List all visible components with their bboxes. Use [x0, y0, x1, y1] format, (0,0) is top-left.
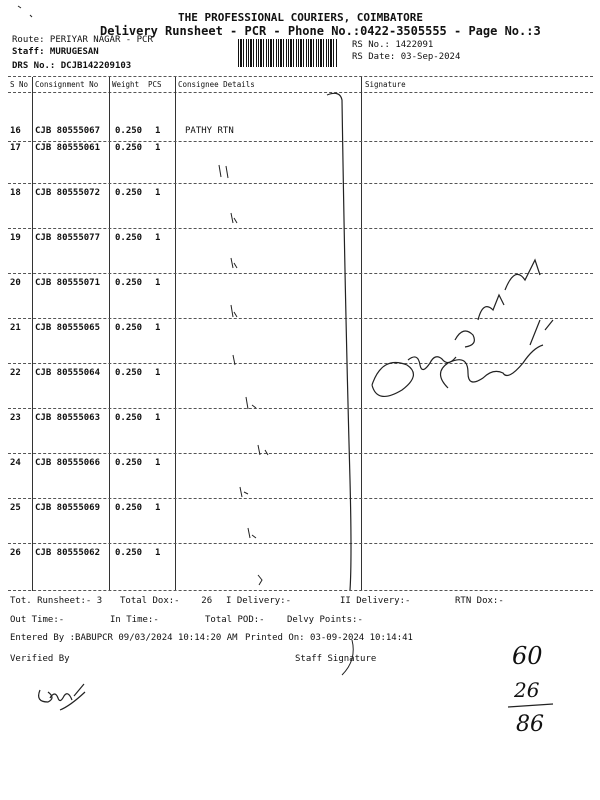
row-weight: 0.250	[115, 548, 143, 558]
row-weight: 0.250	[115, 278, 143, 288]
ditto-mark	[240, 487, 248, 497]
row-pcs: 1	[155, 503, 161, 513]
total-pod: Total POD:-	[205, 615, 265, 625]
row-consignment: CJB 80555071	[35, 278, 101, 288]
ditto-mark	[258, 575, 262, 585]
handwritten-bracket-line	[327, 93, 351, 590]
handwritten-signature	[441, 320, 554, 388]
row-pcs: 1	[155, 413, 161, 423]
row-pcs: 1	[155, 188, 161, 198]
handwritten-tally-top: 60	[512, 642, 543, 670]
row-weight: 0.250	[115, 126, 143, 136]
row-consignment: CJB 80555063	[35, 413, 101, 423]
out-time: Out Time:-	[10, 615, 65, 625]
row-consignment: CJB 80555066	[35, 458, 101, 468]
row-pcs: 1	[155, 278, 161, 288]
row-pcs: 1	[155, 233, 161, 243]
col-header-consignment: Consignment No	[35, 80, 99, 89]
rtn-dox: RTN Dox:-	[455, 596, 504, 606]
row-weight: 0.250	[115, 323, 143, 333]
handwritten-signature	[372, 260, 540, 396]
ditto-mark	[231, 258, 237, 268]
staff-signature-label: Staff Signature	[295, 654, 377, 664]
row-sno: 26	[10, 548, 21, 558]
corner-mark	[18, 6, 32, 17]
row-consignment: CJB 80555065	[35, 323, 101, 333]
delivery-points: Delvy Points:-	[287, 615, 363, 625]
handwritten-tally-bottom: 86	[516, 712, 544, 737]
row-weight: 0.250	[115, 143, 143, 153]
row-consignment: CJB 80555072	[35, 188, 101, 198]
col-header-sno: S No	[10, 80, 29, 89]
in-time: In Time:-	[110, 615, 159, 625]
col-header-signature: Signature	[365, 80, 406, 89]
route-label: Route: PERIYAR NAGAR - PCR	[12, 35, 153, 45]
row-consignment: CJB 80555069	[35, 503, 101, 513]
ditto-mark	[231, 213, 237, 223]
ditto-mark	[248, 528, 256, 538]
row-pcs: 1	[155, 143, 161, 153]
row-weight: 0.250	[115, 368, 143, 378]
row-consignment: CJB 80555077	[35, 233, 101, 243]
row-weight: 0.250	[115, 503, 143, 513]
row-sno: 23	[10, 413, 21, 423]
total-dox: Total Dox:- 26	[120, 596, 213, 606]
runsheet-title: Delivery Runsheet - PCR - Phone No.:0422-3505555 - Page No.:3	[100, 24, 541, 38]
row-consignee: PATHY RTN	[185, 126, 234, 136]
row-sno: 17	[10, 143, 21, 153]
rs-number: RS No.: 1422091	[352, 40, 434, 50]
row-pcs: 1	[155, 126, 161, 136]
tally-underline	[508, 704, 553, 707]
entered-by: Entered By :BABUPCR 09/03/2024 10:14:20 AM	[10, 633, 238, 643]
row-weight: 0.250	[115, 233, 143, 243]
ii-delivery: II Delivery:-	[340, 596, 411, 606]
ditto-mark	[246, 397, 256, 409]
drs-number: DRS No.: DCJB142209103	[12, 61, 132, 71]
rs-date: RS Date: 03-Sep-2024	[352, 52, 461, 62]
company-name: THE PROFESSIONAL COURIERS, COIMBATORE	[178, 11, 424, 24]
total-runsheet: Tot. Runsheet:- 3	[10, 596, 103, 606]
ditto-mark	[219, 165, 228, 178]
row-sno: 18	[10, 188, 21, 198]
row-sno: 16	[10, 126, 21, 136]
col-header-consignee: Consignee Details	[178, 80, 255, 89]
col-header-weight: Weight	[112, 80, 140, 89]
staff-label: Staff: MURUGESAN	[12, 47, 99, 57]
staff-signature-mark	[342, 640, 353, 675]
row-sno: 22	[10, 368, 21, 378]
col-header-pcs: PCS	[148, 80, 162, 89]
row-sno: 20	[10, 278, 21, 288]
row-weight: 0.250	[115, 188, 143, 198]
printed-on: Printed On: 03-09-2024 10:14:41	[245, 633, 413, 643]
ditto-mark	[233, 355, 235, 365]
row-pcs: 1	[155, 458, 161, 468]
row-pcs: 1	[155, 323, 161, 333]
ditto-mark	[258, 445, 268, 455]
row-consignment: CJB 80555067	[35, 126, 101, 136]
i-delivery: I Delivery:-	[226, 596, 292, 606]
row-pcs: 1	[155, 548, 161, 558]
row-weight: 0.250	[115, 458, 143, 468]
row-weight: 0.250	[115, 413, 143, 423]
verified-by: Verified By	[10, 654, 70, 664]
row-consignment: CJB 80555064	[35, 368, 101, 378]
row-sno: 21	[10, 323, 21, 333]
row-consignment: CJB 80555062	[35, 548, 101, 558]
row-consignment: CJB 80555061	[35, 143, 101, 153]
row-sno: 24	[10, 458, 21, 468]
ditto-mark	[231, 305, 237, 317]
handwritten-tally-mid: 26	[514, 678, 540, 702]
row-pcs: 1	[155, 368, 161, 378]
row-sno: 25	[10, 503, 21, 513]
verifier-initials	[39, 684, 85, 710]
row-sno: 19	[10, 233, 21, 243]
